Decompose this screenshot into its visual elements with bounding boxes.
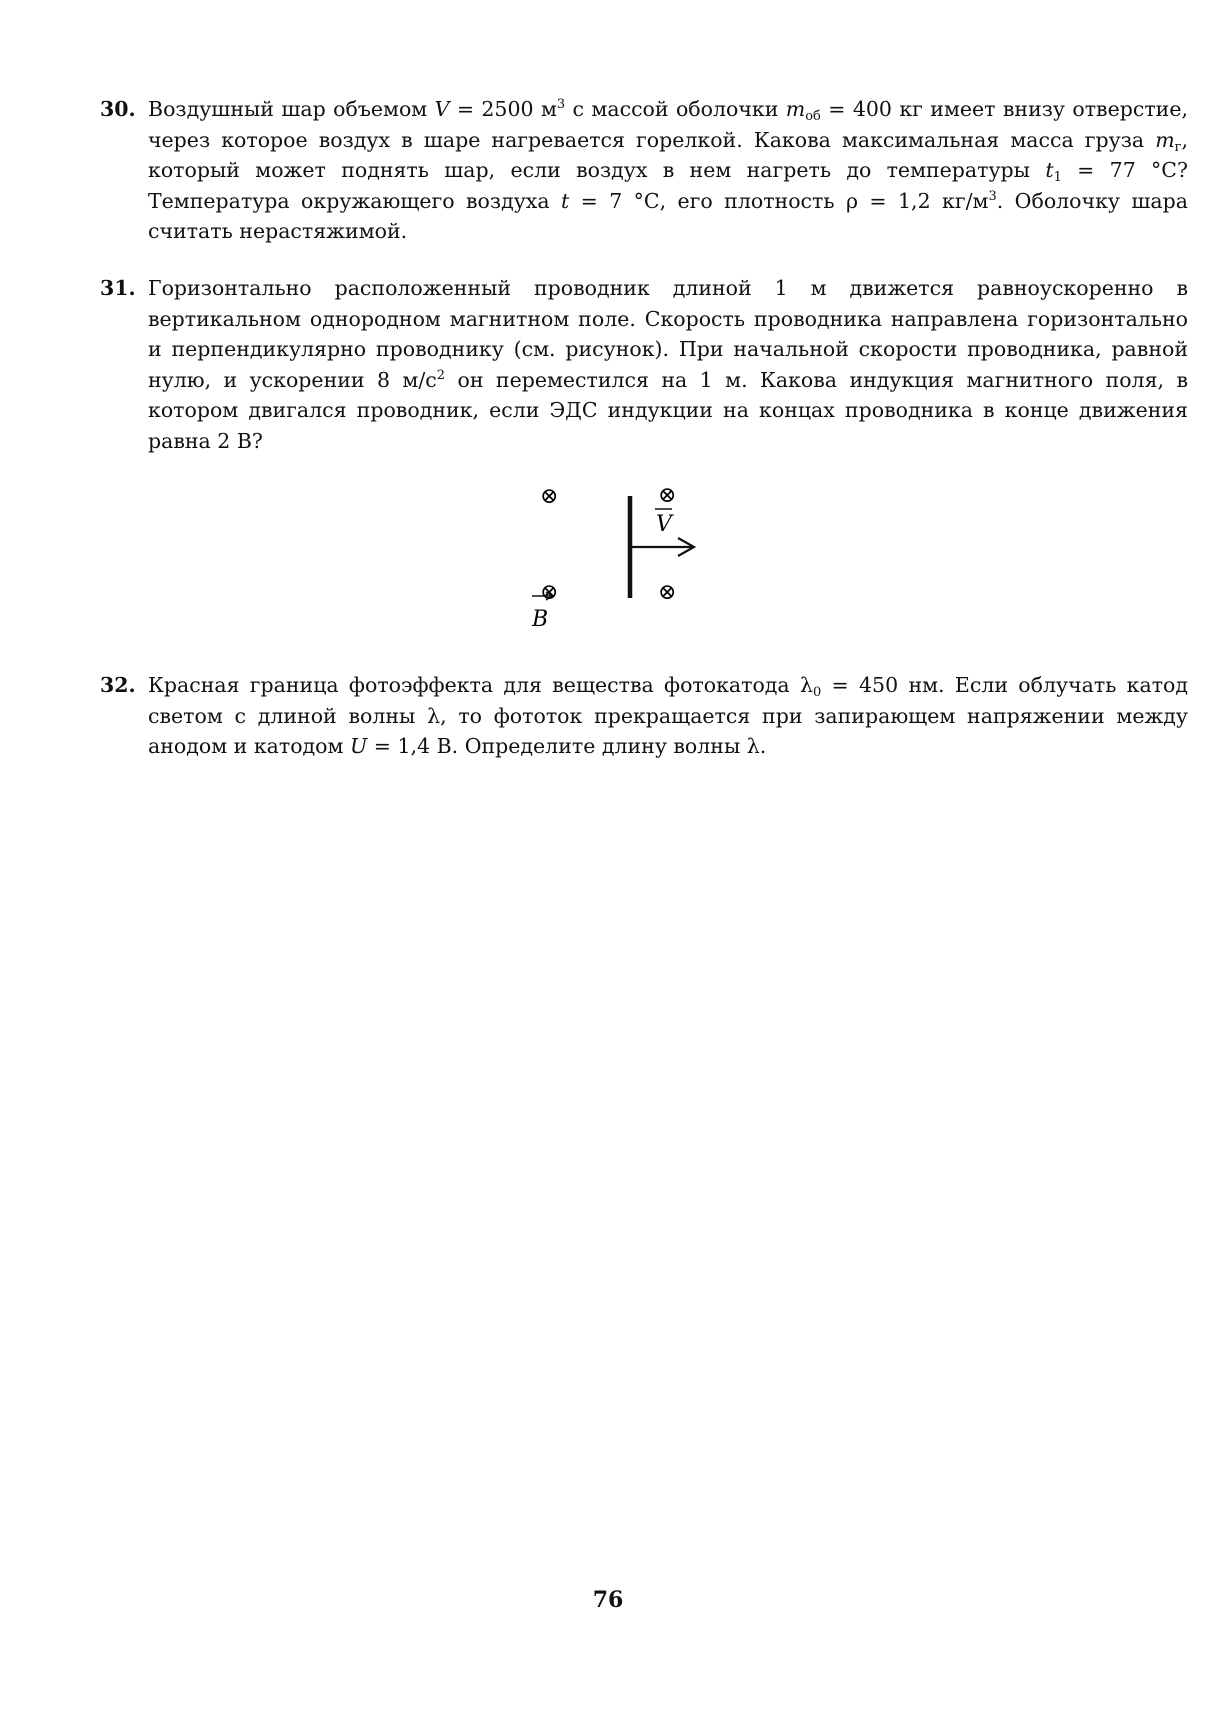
conductor-figure: [532, 475, 760, 635]
field-symbol: ⊗: [658, 483, 677, 508]
text-run: Горизонтально расположенный проводник длиной 1 м движется равноускоренно в вертикальном однородном магнитном поле. Скорость проводника направлена горизонтально и перпендикулярно проводнику (см. рисунок). При начальной скорости проводника, равной нулю, и ускорении 8 м/с: [148, 276, 1188, 392]
subscript: об: [805, 109, 821, 124]
problem-number: 30.: [100, 97, 136, 121]
text-run: = 7 °С, его плотность ρ = 1,2 кг/м: [569, 188, 989, 213]
symbol: m: [785, 97, 806, 121]
text-run: Воздушный шар объемом: [148, 97, 435, 121]
velocity-label: V: [656, 512, 672, 537]
field-symbol: ⊗: [658, 580, 677, 605]
superscript: 3: [988, 188, 997, 204]
symbol: V: [434, 97, 450, 121]
superscript: 2: [436, 367, 446, 383]
symbol: m: [1155, 127, 1175, 152]
subscript: г: [1174, 139, 1182, 155]
text-run: = 400 кг имеет внизу отверстие, через которое воздух в шаре нагревается горелкой. Какова максимальная масса груза: [148, 97, 1188, 152]
problem-number: 32.: [100, 673, 136, 697]
problem-text: [148, 94, 1188, 247]
field-label: B: [532, 607, 549, 632]
superscript: 3: [556, 97, 566, 112]
subscript: 0: [812, 685, 822, 700]
symbol: t: [1045, 158, 1054, 182]
text-run: = 2500 м: [449, 97, 557, 121]
field-symbol: ⊗: [540, 580, 559, 605]
page-number: 76: [592, 1587, 624, 1613]
subscript: 1: [1053, 170, 1062, 185]
text-run: Красная граница фотоэффекта для вещества фотокатода λ: [148, 673, 813, 697]
problem-text: [148, 670, 1188, 762]
field-symbol: ⊗: [540, 484, 559, 509]
text-run: он переместился на 1 м. Какова индукция магнитного поля, в котором двигался проводник, если ЭДС индукции на концах проводника в конце движения равна 2 В?: [148, 367, 1188, 453]
text-run: . Оболочку шара считать нерастяжимой.: [148, 188, 1188, 243]
problem-number: 31.: [100, 276, 136, 300]
text-run: , который может поднять шар, если воздух в нем нагреть до температуры: [148, 127, 1188, 182]
problem-30: [100, 94, 1188, 247]
problem-32: [100, 670, 1188, 762]
problem-31: [100, 273, 1188, 456]
text-run: = 1,4 В. Определите длину волны λ.: [367, 734, 767, 758]
text-run: с массой оболочки: [565, 97, 786, 121]
symbol: t: [560, 188, 570, 213]
text-run: = 77 °С? Температура окружающего воздуха: [148, 158, 1188, 213]
problem-text: [148, 273, 1188, 456]
symbol: U: [349, 734, 368, 758]
text-run: = 450 нм. Если облучать катод светом с длиной волны λ, то фототок прекращается при запирающем напряжении между анодом и катодом: [148, 673, 1188, 758]
